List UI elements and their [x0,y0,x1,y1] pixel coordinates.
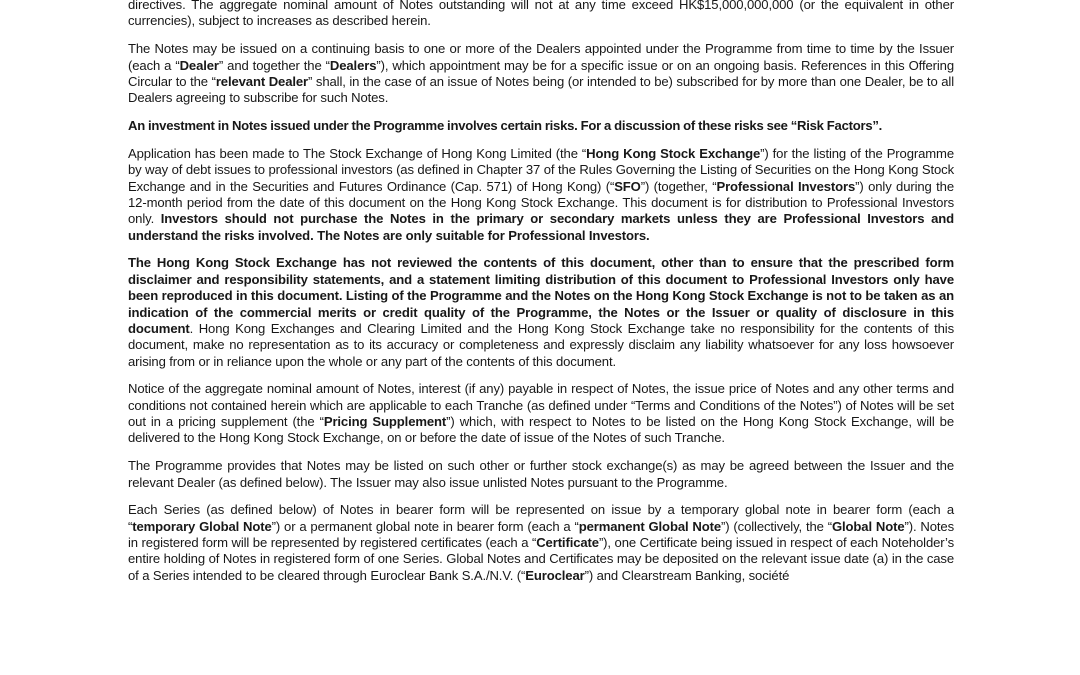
paragraph-p-dealers [128,41,954,106]
emphasis-run: The Hong Kong Stock Exchange has not reviewed the contents of this document, other than to ensure that the prescribed form disclaimer and responsibility statements, and a statement limiting distribution of this document to Professional Investors only have been reproduced in this document. Listing of the Programme and the Notes on the Hong Kong Stock Exchange is not to be taken as an indication of the commercial merits or credit quality of the Programme, the Notes or the Issuer or quality of disclosure in this document [128,255,954,336]
emphasis-run: Professional Investors [716,178,856,194]
text-run: . Hong Kong Exchanges and Clearing Limited and the Hong Kong Stock Exchange take no responsibility for the contents of this document, make no representation as to its accuracy or completeness and expressly disclaim any liability whatsoever for any loss howsoever arising from or in reliance upon the whole or any part of the contents of this document. [128,320,954,369]
text-run: directives. The aggregate nominal amount of Notes outstanding will not at any time exceed HK$15,000,000,000 (or the equivalent in other currencies), subject to increases as described herein. [128,0,954,29]
text-run: The Notes may be issued on a continuing basis to one or more of the Dealers appointed under the Programme from time to time by the Issuer (each a “ [128,41,954,73]
emphasis-run: Euroclear [525,567,585,583]
text-run: ”) or a permanent global note in bearer form (each a “ [271,518,579,534]
text-run: The Programme provides that Notes may be listed on such other or further stock exchange(s) as may be agreed between the Issuer and the relevant Dealer (as defined below). The Issuer may also issue unlisted Notes pursuant to the Programme. [128,458,954,490]
text-run: ”), which appointment may be for a specific issue or on an ongoing basis. References in this Offering Circular to the “ [128,57,954,89]
text-run: ”). Notes in registered form will be represented by registered certificates (each a “ [128,518,955,551]
emphasis-run: Dealer [179,57,219,73]
text-run: Application has been made to The Stock Exchange of Hong Kong Limited (the “ [128,145,587,161]
text-run: ”) (collectively, the “ [721,518,832,534]
emphasis-run: SFO [614,178,641,194]
emphasis-run: Pricing Supplement [323,414,447,430]
emphasis-run: Investors should not purchase the Notes in the primary or secondary markets unless they are Professional Investors and understand the risks involved. The Notes are only suitable for Professional Investors. [128,211,954,243]
text-run: Each Series (as defined below) of Notes in bearer form will be represented on issue by a temporary global note in bearer form (each a “ [128,502,954,534]
document-text-column [128,0,954,584]
emphasis-run: Global Note [831,518,905,534]
text-run: ”) (together, “ [640,178,717,194]
paragraph-p-other-exchanges [128,458,954,491]
emphasis-run: permanent Global Note [578,518,722,534]
text-run: ”) for the listing of the Programme by way of debt issues to professional investors (as defined in Chapter 37 of the Rules Governing the Listing of Securities on the Hong Kong Stock Exchange and in the Securities and Futures Ordinance (Cap. 571) of Hong Kong) (“ [128,145,955,194]
text-run: ”), one Certificate being issued in respect of each Noteholder’s entire holding of Notes in registered form of one Series. Global Notes and Certificates may be deposited on the relevant issue date (a) in the case of a Series intended to be cleared through Euroclear Bank S.A./N.V. (“ [128,535,954,583]
text-run: ”) which, with respect to Notes to be listed on the Hong Kong Stock Exchange, will be delivered to the Hong Kong Stock Exchange, on or before the date of issue of the Notes of such Tranche. [128,414,954,446]
text-run: ” and together the “ [218,57,330,73]
text-run: ”) only during the 12-month period from the date of this document on the Hong Kong Stock Exchange. This document is for distribution to Professional Investors only. [128,178,954,227]
emphasis-run: Hong Kong Stock Exchange [586,145,761,161]
paragraph-p-pricing-supplement [128,381,954,446]
emphasis-run: temporary Global Note [132,518,272,534]
paragraph-p-hkex-disclaimer [128,255,954,369]
emphasis-run: An investment in Notes issued under the Programme involves certain risks. For a discussion of these risks see “Risk Factors”. [128,118,883,134]
paragraph-p-risk-factors [128,118,954,134]
text-run: ” shall, in the case of an issue of Notes being (or intended to be) subscribed for by more than one Dealer, be to all Dealers agreeing to subscribe for such Notes. [128,73,954,106]
emphasis-run: Certificate [536,535,599,551]
text-run: Notice of the aggregate nominal amount of Notes, interest (if any) payable in respect of Notes, the issue price of Notes and any other terms and conditions not contained herein which are applicable to each Tranche (as defined under “Terms and Conditions of the Notes”) of Notes will be set out in a pricing supplement (the “ [128,381,954,430]
text-run: ”) and Clearstream Banking, société [584,567,790,583]
emphasis-run: Dealers [329,57,377,73]
paragraph-p-global-notes [128,502,954,584]
paragraph-p-application-listing [128,146,954,244]
emphasis-run: relevant Dealer [215,73,309,89]
paragraph-p-aggregate-nominal [128,0,954,30]
